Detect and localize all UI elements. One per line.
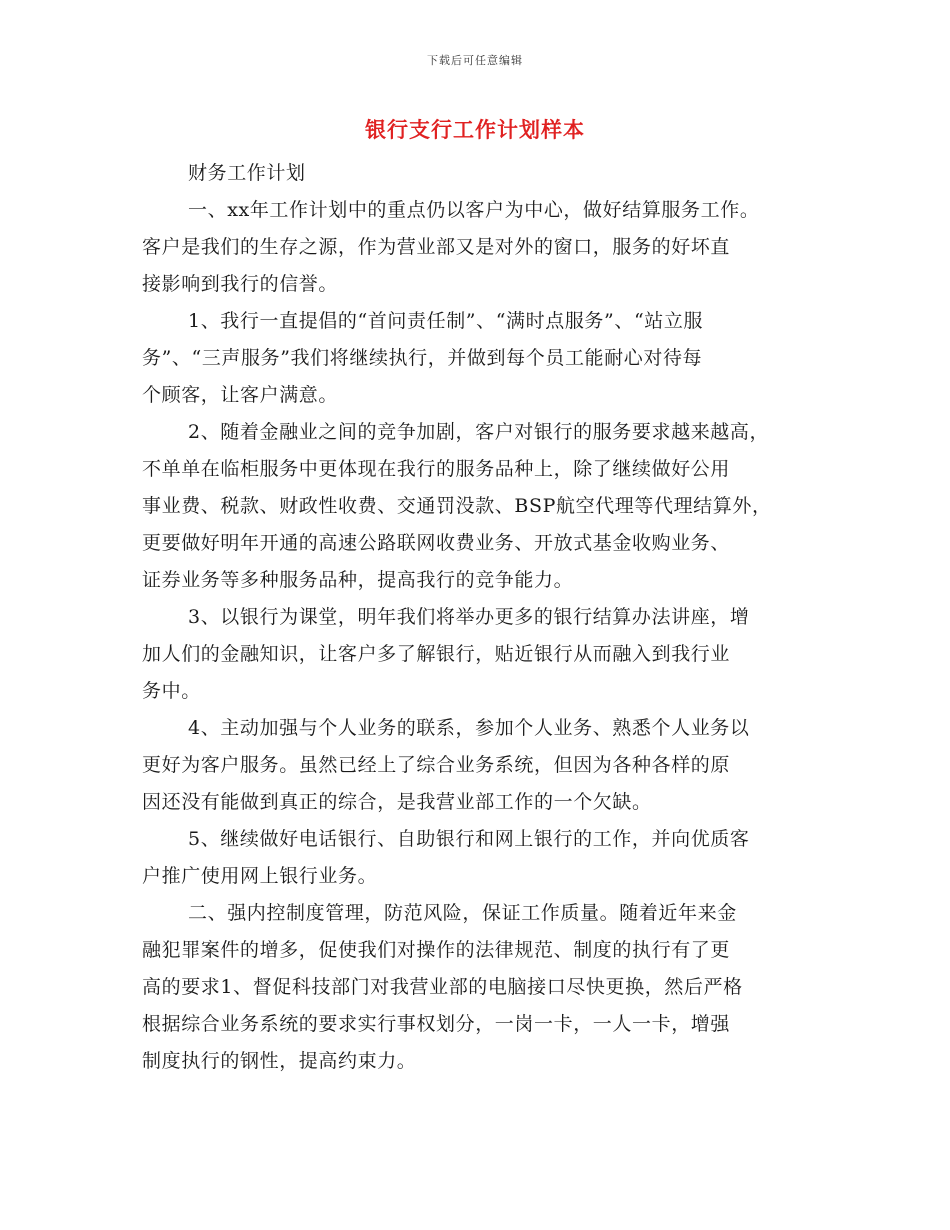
paragraph-line: 更好为客户服务。虽然已经上了综合业务系统，但因为各种各样的原 — [142, 754, 731, 776]
paragraph-first-line: 2、随着金融业之间的竞争加剧，客户对银行的服务要求越来越高， — [188, 421, 770, 443]
paragraph-line: 务”、“三声服务”我们将继续执行，并做到每个员工能耐心对待每 — [142, 347, 703, 369]
paragraph-line: 接影响到我行的信誉。 — [142, 273, 339, 295]
paragraph-line: 务中。 — [142, 680, 201, 702]
paragraph-first-line: 5、继续做好电话银行、自助银行和网上银行的工作，并向优质客 — [188, 828, 750, 850]
paragraph-first-line: 3、以银行为课堂，明年我们将举办更多的银行结算办法讲座，增 — [188, 606, 750, 628]
paragraph-line: 加人们的金融知识，让客户多了解银行，贴近银行从而融入到我行业 — [142, 643, 731, 665]
paragraph-line: 高的要求1、督促科技部门对我营业部的电脑接口尽快更换，然后严格 — [142, 976, 743, 998]
document-body — [142, 155, 822, 1080]
paragraph-line: 证券业务等多种服务品种，提高我行的竞争能力。 — [142, 569, 574, 591]
paragraph-line: 不单单在临柜服务中更体现在我行的服务品种上，除了继续做好公用 — [142, 458, 731, 480]
page-title: 银行支行工作计划样本 — [365, 117, 585, 142]
header-note: 下载后可任意编辑 — [427, 54, 523, 67]
paragraph-first-line: 二、强内控制度管理，防范风险，保证工作质量。随着近年来金 — [188, 902, 737, 924]
paragraph-line: 客户是我们的生存之源，作为营业部又是对外的窗口，服务的好坏直 — [142, 236, 731, 258]
paragraph-first-line: 1、我行一直提倡的“首问责任制”、“满时点服务”、“站立服 — [188, 310, 704, 332]
paragraph-line: 因还没有能做到真正的综合，是我营业部工作的一个欠缺。 — [142, 791, 652, 813]
paragraph-line: 根据综合业务系统的要求实行事权划分，一岗一卡，一人一卡，增强 — [142, 1013, 731, 1035]
paragraph-line: 事业费、税款、财政性收费、交通罚没款、BSP航空代理等代理结算外， — [142, 495, 772, 517]
paragraph-line: 更要做好明年开通的高速公路联网收费业务、开放式基金收购业务、 — [142, 532, 731, 554]
paragraph-first-line: 一、xx年工作计划中的重点仍以客户为中心，做好结算服务工作。 — [188, 199, 760, 221]
paragraph-line: 户推广使用网上银行业务。 — [142, 865, 378, 887]
paragraph-line: 制度执行的钢性，提高约束力。 — [142, 1050, 417, 1072]
paragraph-first-line: 财务工作计划 — [188, 162, 306, 184]
paragraph-line: 个顾客，让客户满意。 — [142, 384, 339, 406]
paragraph-first-line: 4、主动加强与个人业务的联系，参加个人业务、熟悉个人业务以 — [188, 717, 750, 739]
paragraph-line: 融犯罪案件的增多，促使我们对操作的法律规范、制度的执行有了更 — [142, 939, 731, 961]
